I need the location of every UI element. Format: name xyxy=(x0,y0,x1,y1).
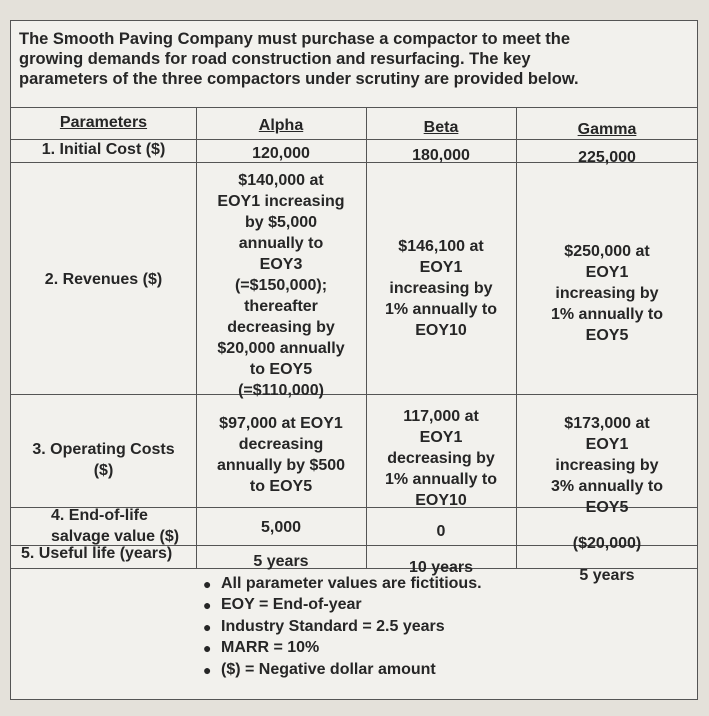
value-line: 117,000 at xyxy=(403,408,479,425)
label-line: 3. Operating Costs xyxy=(32,441,175,458)
value-line: $140,000 at xyxy=(238,172,324,189)
value-line: EOY10 xyxy=(415,322,467,339)
label-line: 2. Revenues ($) xyxy=(44,271,163,288)
alpha-useful-life xyxy=(196,551,366,572)
value-line: decreasing by xyxy=(227,319,335,336)
value-line: EOY1 xyxy=(585,264,629,281)
alpha-operating-costs xyxy=(196,413,366,497)
value-line: thereafter xyxy=(244,298,318,315)
list-item xyxy=(203,573,482,595)
value-line: $97,000 at EOY1 xyxy=(219,415,343,432)
table-top-border xyxy=(11,107,697,108)
row-label-useful-life xyxy=(21,543,196,564)
value-line: $250,000 at xyxy=(564,243,650,260)
value-line: 1% annually to xyxy=(550,306,664,323)
beta-initial-cost xyxy=(366,145,516,166)
row-label-revenues xyxy=(11,269,196,290)
beta-operating-costs xyxy=(366,406,516,511)
header-alpha: Alpha xyxy=(258,117,304,134)
value-line: 0 xyxy=(436,523,446,540)
gamma-salvage-value xyxy=(516,533,698,554)
value-line: EOY1 increasing xyxy=(217,193,345,210)
label-line: salvage value ($) xyxy=(51,528,180,545)
value-line: decreasing xyxy=(238,436,324,453)
row-label-initial-cost xyxy=(11,139,196,160)
intro-line: parameters of the three compactors under scrutiny are provided below. xyxy=(19,70,579,88)
value-line: increasing by xyxy=(555,285,659,302)
list-item xyxy=(203,659,482,681)
value-line: decreasing by xyxy=(387,450,495,467)
note-text: Industry Standard = 2.5 years xyxy=(221,617,445,635)
value-line: EOY10 xyxy=(415,492,467,509)
value-line: increasing by xyxy=(555,457,659,474)
alpha-initial-cost xyxy=(196,143,366,164)
label-line: 1. Initial Cost ($) xyxy=(41,141,166,158)
value-line: (=$150,000); xyxy=(234,277,328,294)
list-item xyxy=(203,616,482,638)
value-line: ($20,000) xyxy=(572,535,642,552)
problem-card xyxy=(10,20,698,700)
value-line: 5 years xyxy=(579,567,635,584)
row-label-operating-costs xyxy=(11,439,196,481)
note-text: MARR = 10% xyxy=(221,639,320,657)
gamma-revenues xyxy=(516,241,698,346)
gamma-useful-life xyxy=(516,565,698,586)
gamma-initial-cost xyxy=(516,147,698,168)
value-line: 5,000 xyxy=(260,519,302,536)
label-line: ($) xyxy=(93,462,114,479)
bullet-icon: ● xyxy=(203,661,212,678)
label-line: 5. Useful life (years) xyxy=(21,545,173,562)
value-line: $173,000 at xyxy=(564,415,650,432)
value-line: EOY5 xyxy=(585,499,629,516)
value-line: 180,000 xyxy=(412,147,470,164)
list-item xyxy=(203,595,482,617)
value-line: $20,000 annually xyxy=(217,340,345,357)
note-text: EOY = End-of-year xyxy=(221,596,362,614)
value-line: 1% annually to xyxy=(384,301,498,318)
value-line: annually by $500 xyxy=(216,457,346,474)
value-line: 5 years xyxy=(253,553,309,570)
note-text: ($) = Negative dollar amount xyxy=(221,660,436,678)
value-line: increasing by xyxy=(389,280,493,297)
value-line: EOY1 xyxy=(419,429,463,446)
bullet-icon: ● xyxy=(203,575,212,592)
beta-revenues xyxy=(366,236,516,341)
notes-list xyxy=(203,573,482,681)
header-beta: Beta xyxy=(423,119,459,136)
value-line: $146,100 at xyxy=(398,238,484,255)
value-line: to EOY5 xyxy=(249,361,313,378)
bullet-icon: ● xyxy=(203,618,212,635)
gamma-operating-costs xyxy=(516,413,698,518)
value-line: to EOY5 xyxy=(249,478,313,495)
bullet-icon: ● xyxy=(203,597,212,614)
row-label-salvage-value xyxy=(51,505,196,547)
value-line: (=$110,000) xyxy=(238,382,324,399)
intro-line: growing demands for road construction and resurfacing. The key xyxy=(19,50,531,68)
value-line: annually to xyxy=(238,235,324,252)
label-line: 4. End-of-life xyxy=(51,507,148,524)
value-line: 225,000 xyxy=(578,149,636,166)
value-line: EOY1 xyxy=(419,259,463,276)
beta-salvage-value xyxy=(366,521,516,542)
value-line: EOY3 xyxy=(259,256,303,273)
value-line: EOY1 xyxy=(585,436,629,453)
value-line: 10 years xyxy=(408,559,474,576)
value-line: 120,000 xyxy=(252,145,310,162)
problem-statement xyxy=(19,29,669,89)
note-text: All parameter values are fictitious. xyxy=(221,574,482,592)
list-item xyxy=(203,638,482,660)
alpha-revenues xyxy=(196,170,366,401)
intro-line: The Smooth Paving Company must purchase a compactor to meet the xyxy=(19,30,571,48)
value-line: 3% annually to xyxy=(550,478,664,495)
value-line: by $5,000 xyxy=(244,214,318,231)
bullet-icon: ● xyxy=(203,640,212,657)
value-line: 1% annually to xyxy=(384,471,498,488)
value-line: EOY5 xyxy=(585,327,629,344)
alpha-salvage-value xyxy=(196,517,366,538)
header-gamma: Gamma xyxy=(577,121,637,138)
header-parameters: Parameters xyxy=(59,114,148,131)
